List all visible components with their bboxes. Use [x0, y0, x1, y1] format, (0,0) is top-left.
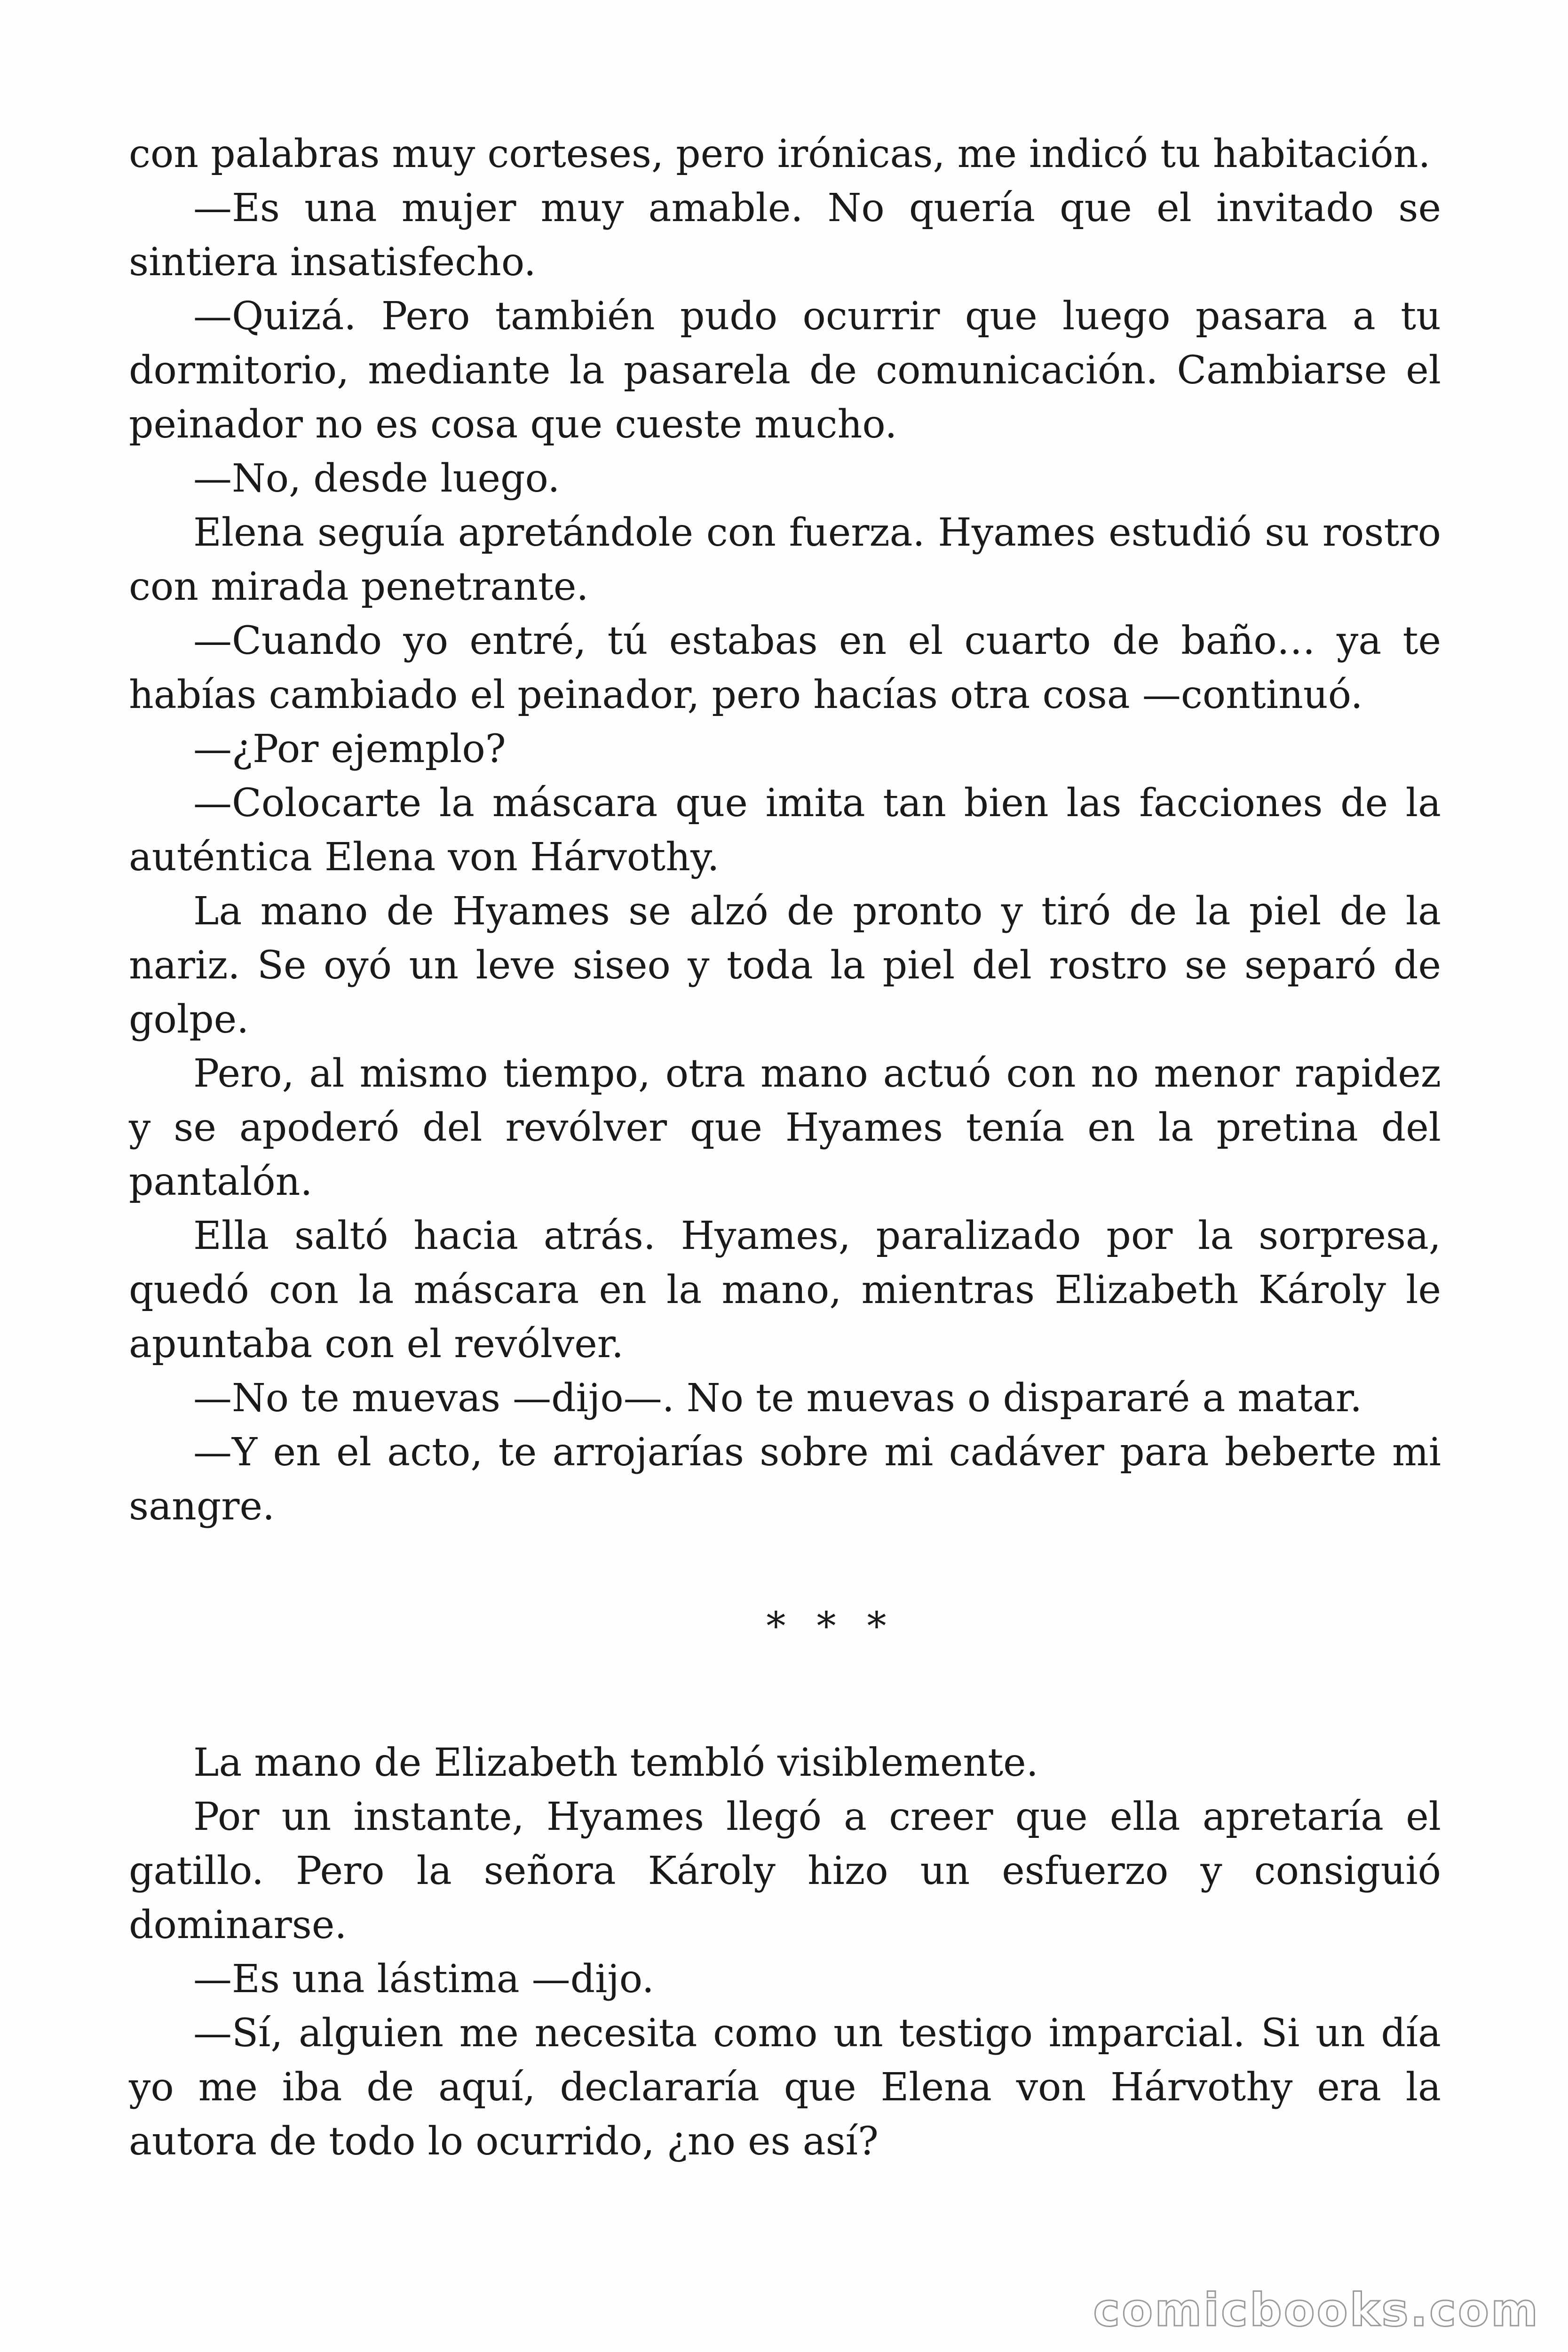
- text-section-2: [129, 1736, 1441, 2169]
- section-separator: * * *: [766, 1604, 896, 1649]
- paragraph: —No, desde luego.: [193, 456, 560, 501]
- paragraph: —Es una mujer muy amable. No quería que el invitado se sintiera insatisfecho.: [129, 186, 1441, 285]
- paragraph: —¿Por ejemplo?: [193, 727, 506, 771]
- text-section-1: [129, 127, 1441, 1534]
- paragraph: Elena seguía apretándole con fuerza. Hyames estudió su rostro con mirada penetrante.: [129, 510, 1441, 609]
- paragraph: —Quizá. Pero también pudo ocurrir que luego pasara a tu dormitorio, mediante la pasarela de comunicación. Cambiarse el peinador no es cosa que cueste mucho.: [129, 294, 1441, 447]
- paragraph: Ella saltó hacia atrás. Hyames, paralizado por la sorpresa, quedó con la máscara en la mano, mientras Elizabeth Károly le apuntaba con el revólver.: [129, 1214, 1441, 1367]
- paragraph: con palabras muy corteses, pero irónicas, me indicó tu habitación.: [129, 132, 1431, 176]
- paragraph: —Colocarte la máscara que imita tan bien las facciones de la auténtica Elena von Hárvothy.: [129, 781, 1441, 880]
- paragraph: La mano de Elizabeth tembló visiblemente.: [193, 1740, 1038, 1785]
- paragraph: —Sí, alguien me necesita como un testigo imparcial. Si un día yo me iba de aquí, declararía que Elena von Hárvothy era la autora de todo lo ocurrido, ¿no es así?: [129, 2011, 1441, 2164]
- watermark-logo: comicbooks.com: [1093, 2284, 1540, 2336]
- paragraph: Pero, al mismo tiempo, otra mano actuó con no menor rapidez y se apoderó del revólver que Hyames tenía en la pretina del pantalón.: [129, 1051, 1441, 1204]
- paragraph: Por un instante, Hyames llegó a creer que ella apretaría el gatillo. Pero la señora Károly hizo un esfuerzo y consiguió dominarse.: [129, 1795, 1441, 1947]
- paragraph: —Y en el acto, te arrojarías sobre mi cadáver para beberte mi sangre.: [129, 1430, 1441, 1529]
- paragraph: La mano de Hyames se alzó de pronto y tiró de la piel de la nariz. Se oyó un leve siseo y toda la piel del rostro se separó de golpe.: [129, 889, 1441, 1042]
- paragraph: —Cuando yo entré, tú estabas en el cuarto de baño… ya te habías cambiado el peinador, pero hacías otra cosa —continuó.: [129, 619, 1441, 717]
- paragraph: —Es una lástima —dijo.: [193, 1957, 654, 2002]
- paragraph: —No te muevas —dijo—. No te muevas o dispararé a matar.: [193, 1376, 1362, 1421]
